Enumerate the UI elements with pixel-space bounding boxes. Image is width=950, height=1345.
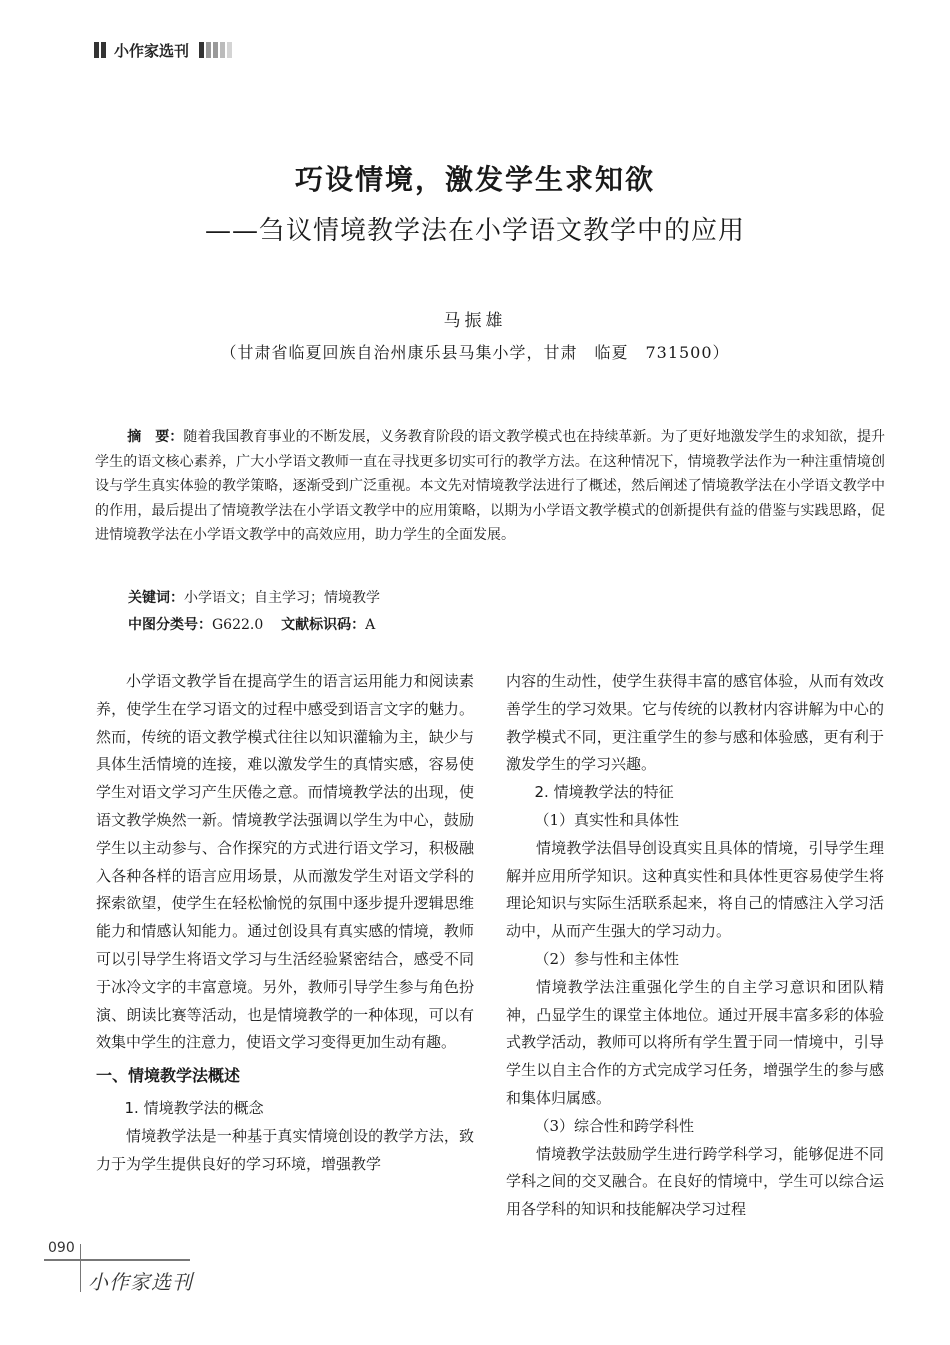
header-bar-icon <box>220 42 225 58</box>
keywords-text: 小学语文；自主学习；情境教学 <box>184 590 380 606</box>
section-heading: 一、情境教学法概述 <box>96 1066 241 1086</box>
subsection-heading: 1. 情境教学法的概念 <box>124 1099 264 1118</box>
abstract-text: 随着我国教育事业的不断发展，义务教育阶段的语文教学模式也在持续革新。为了更好地激发学生的求知欲，提升学生的语文核心素养，广大小学语文教师一直在寻找更多切实可行的教学方法。在这种情况下，情境教学法作为一种注重情境创设与学生真实体验的教学策略，逐渐受到广泛重视。本文先对情境教学法进行了概述，然后阐述了情境教学法在小学语文教学中的作用，最后提出了情境教学法在小学语文教学中的应用策略，以期为小学语文教学模式的创新提供有益的借鉴与实践思路，促进情境教学法在小学语文教学中的高效应用，助力学生的全面发展。 <box>95 429 886 543</box>
header-bar-icon <box>213 42 218 58</box>
class-value: G622.0 <box>212 617 264 633</box>
article-subtitle: ——刍议情境教学法在小学语文教学中的应用 <box>204 216 745 246</box>
class-label: 中图分类号： <box>128 617 212 633</box>
footer-divider <box>80 1244 81 1292</box>
header-bar-icon <box>94 42 99 58</box>
right-column <box>506 668 884 1224</box>
author-affiliation: （甘肃省临夏回族自治州康乐县马集小学，甘肃 临夏 731500） <box>220 343 730 362</box>
doc-label: 文献标识码： <box>281 617 366 633</box>
author-name: 马振雄 <box>443 311 507 331</box>
intro-paragraph: 小学语文教学旨在提高学生的语言运用能力和阅读素养，使学生在学习语文的过程中感受到语言文字的魅力。然而，传统的语文教学模式往往以知识灌输为主，缺少与具体生活情境的连接，难以激发学生的真情实感，容易使学生对语文学习产生厌倦之意。而情境教学法的出现，使语文教学焕然一新。情境教学法强调以学生为中心，鼓励学生以主动参与、合作探究的方式进行语文学习，积极融入各种各样的语言应用场景，从而激发学生对语文学科的探索欲望，使学生在轻松愉悦的氛围中逐步提升逻辑思维能力和情感认知能力。通过创设具有真实感的情境，教师可以引导学生将语文学习与生活经验紧密结合，感受不同于冰冷文字的丰富意境。另外，教师引导学生参与角色扮演、朗读比赛等活动，也是情境教学的一种体现，可以有效集中学生的注意力，使语文学习变得更加生动有趣。 <box>96 672 474 1052</box>
body-paragraph: 情境教学法注重强化学生的自主学习意识和团队精神，凸显学生的课堂主体地位。通过开展丰富多彩的体验式教学活动，教师可以将所有学生置于同一情境中，引导学生以自主合作的方式完成学习任务，增强学生的参与感和集体归属感。 <box>506 977 884 1107</box>
header-bar-icon <box>206 42 211 58</box>
header-bar-icon <box>199 42 204 58</box>
feature-heading: （2）参与性和主体性 <box>534 949 680 968</box>
header-bar-icon <box>101 42 106 58</box>
doc-value: A <box>365 617 376 633</box>
left-column <box>96 668 474 1179</box>
article-title: 巧设情境，激发学生求知欲 <box>294 163 655 196</box>
keywords <box>128 586 380 610</box>
body-paragraph: 情境教学法鼓励学生进行跨学科学习，能够促进不同学科之间的交叉融合。在良好的情境中，学生可以综合运用各学科的知识和技能解决学习过程 <box>506 1144 884 1219</box>
journal-name: 小作家选刊 <box>114 41 190 60</box>
classification <box>128 613 375 637</box>
page-number: 090 <box>48 1240 75 1256</box>
abstract-label: 摘 要： <box>127 429 184 445</box>
body-paragraph: 内容的生动性，使学生获得丰富的感官体验，从而有效改善学生的学习效果。它与传统的以教材内容讲解为中心的教学模式不同，更注重学生的参与感和体验感，更有利于激发学生的学习兴趣。 <box>506 672 884 774</box>
feature-heading: （3）综合性和跨学科性 <box>534 1116 695 1135</box>
footer-logo: 小作家选刊 <box>88 1270 193 1294</box>
feature-heading: （1）真实性和具体性 <box>534 810 680 829</box>
body-paragraph: 情境教学法是一种基于真实情境创设的教学方法，致力于为学生提供良好的学习环境，增强教学 <box>96 1126 474 1173</box>
header-bar-icon <box>227 42 232 58</box>
body-paragraph: 情境教学法倡导创设真实且具体的情境，引导学生理解并应用所学知识。这种真实性和具体性更容易使学生将理论知识与实际生活联系起来，将自己的情感注入学习活动中，从而产生强大的学习动力。 <box>506 838 884 941</box>
footer-rule <box>44 1259 190 1261</box>
subsection-heading: 2. 情境教学法的特征 <box>534 783 674 802</box>
abstract <box>95 425 885 548</box>
running-header <box>94 40 234 60</box>
keywords-label: 关键词： <box>128 590 184 606</box>
